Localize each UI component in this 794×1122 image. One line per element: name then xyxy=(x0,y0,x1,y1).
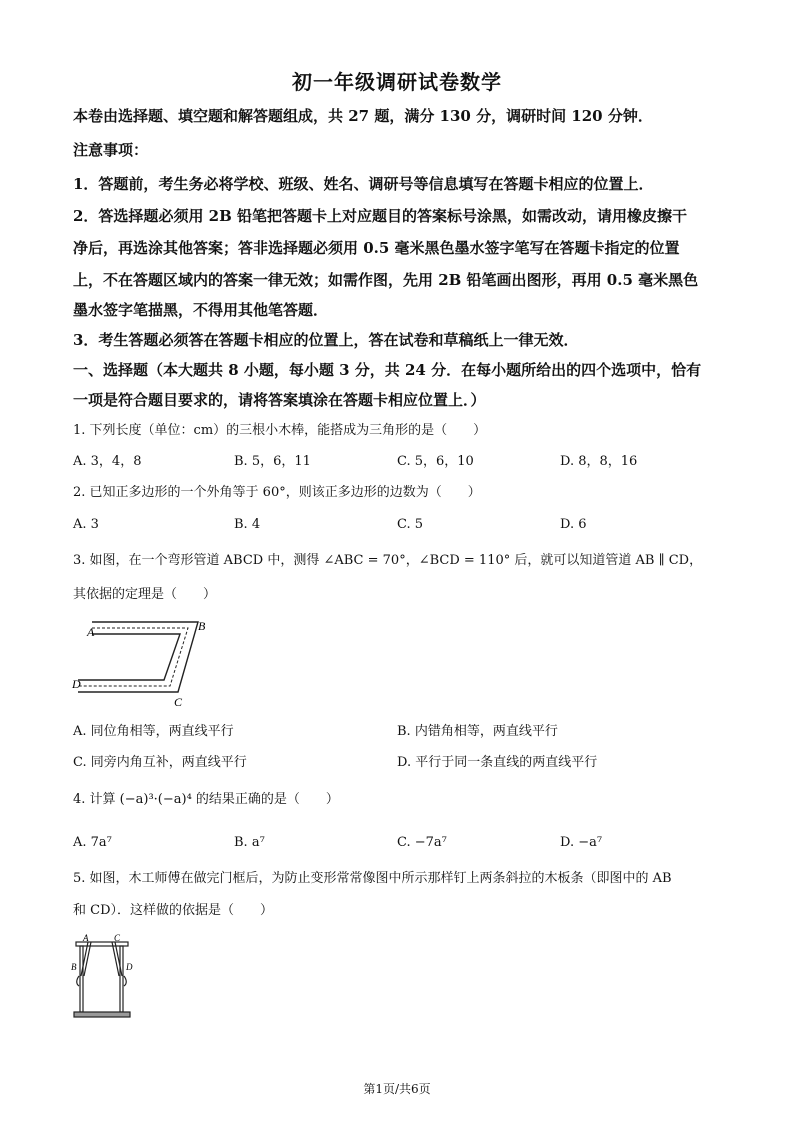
frame-label-a: A xyxy=(83,933,89,943)
q2-option-c: C. 5 xyxy=(397,517,424,532)
section-heading-1: 一、选择题（本大题共 8 小题，每小题 3 分，共 24 分．在每小题所给出的四个选项中，恰有 xyxy=(73,361,702,379)
frame-label-b: B xyxy=(71,962,77,972)
intro-text: 本卷由选择题、填空题和解答题组成，共 27 题，满分 130 分，调研时间 120 分钟． xyxy=(73,107,653,125)
q3-option-c: C. 同旁内角互补，两直线平行 xyxy=(73,755,247,770)
note-2-cont-2: 上，不在答题区域内的答案一律无效；如需作图，先用 2B 铅笔画出图形，再用 0.5 毫米黑色 xyxy=(73,271,699,289)
q2-option-b: B. 4 xyxy=(234,517,261,532)
note-2-cont-1: 净后，再选涂其他答案；答非选择题必须用 0.5 毫米黑色墨水签字笔写在答题卡指定的位置 xyxy=(73,239,680,257)
q3-option-b: B. 内错角相等，两直线平行 xyxy=(397,724,558,739)
page-title: 初一年级调研试卷数学 xyxy=(292,70,502,94)
q1-option-b: B. 5，6，11 xyxy=(234,454,311,469)
q4-option-a: A. 7a⁷ xyxy=(73,835,112,850)
q2-option-d: D. 6 xyxy=(560,517,587,532)
q1-option-d: D. 8，8，16 xyxy=(560,454,638,469)
q1-option-a: A. 3，4，8 xyxy=(73,454,142,469)
section-heading-2: 一项是符合题目要求的，请将答案填涂在答题卡相应位置上．） xyxy=(73,391,486,409)
frame-label-d: D xyxy=(126,962,133,972)
note-1: 1．答题前，考生务必将学校、班级、姓名、调研号等信息填写在答题卡相应的位置上． xyxy=(73,175,654,193)
q2-option-a: A. 3 xyxy=(73,517,99,532)
note-2: 2．答选择题必须用 2B 铅笔把答题卡上对应题目的答案标号涂黑，如需改动，请用橡皮擦干 xyxy=(73,207,688,225)
page-footer: 第1页/共6页 xyxy=(363,1082,431,1096)
frame-label-c: C xyxy=(114,933,121,943)
note-2-cont-3: 墨水签字笔描黑，不得用其他笔答题． xyxy=(73,301,329,319)
question-2-stem: 2. 已知正多边形的一个外角等于 60°，则该正多边形的边数为（ ） xyxy=(73,485,481,500)
question-5-stem-2: 和 CD）．这样做的依据是（ ） xyxy=(73,903,274,918)
q4-option-c: C. −7a⁷ xyxy=(397,835,447,850)
q4-option-d: D. −a⁷ xyxy=(560,835,603,850)
question-5-stem-1: 5. 如图，木工师傅在做完门框后，为防止变形常常像图中所示那样钉上两条斜拉的木板条（即图中的 AB xyxy=(73,871,672,886)
q4-option-b: B. a⁷ xyxy=(234,835,265,850)
label-a: A xyxy=(87,625,95,639)
label-b: B xyxy=(198,619,206,633)
q3-option-a: A. 同位角相等，两直线平行 xyxy=(73,724,234,739)
notes-title: 注意事项： xyxy=(73,141,149,159)
q1-option-c: C. 5，6，10 xyxy=(397,454,474,469)
q3-option-d: D. 平行于同一条直线的两直线平行 xyxy=(397,755,598,770)
label-c: C xyxy=(174,695,183,708)
question-4-stem: 4. 计算 (−a)³·(−a)⁴ 的结果正确的是（ ） xyxy=(73,792,339,807)
door-frame-diagram xyxy=(70,932,134,1024)
note-3: 3．考生答题必须答在答题卡相应的位置上，答在试卷和草稿纸上一律无效． xyxy=(73,331,579,349)
question-3-stem-2: 其依据的定理是（ ） xyxy=(73,587,217,602)
label-d: D xyxy=(72,677,81,691)
pipe-diagram xyxy=(70,616,210,708)
question-1-stem: 1. 下列长度（单位：cm）的三根小木棒，能搭成为三角形的是（ ） xyxy=(73,423,487,438)
question-3-stem-1: 3. 如图，在一个弯形管道 ABCD 中，测得 ∠ABC = 70°，∠BCD = 110° 后，就可以知道管道 AB ∥ CD， xyxy=(73,553,703,568)
